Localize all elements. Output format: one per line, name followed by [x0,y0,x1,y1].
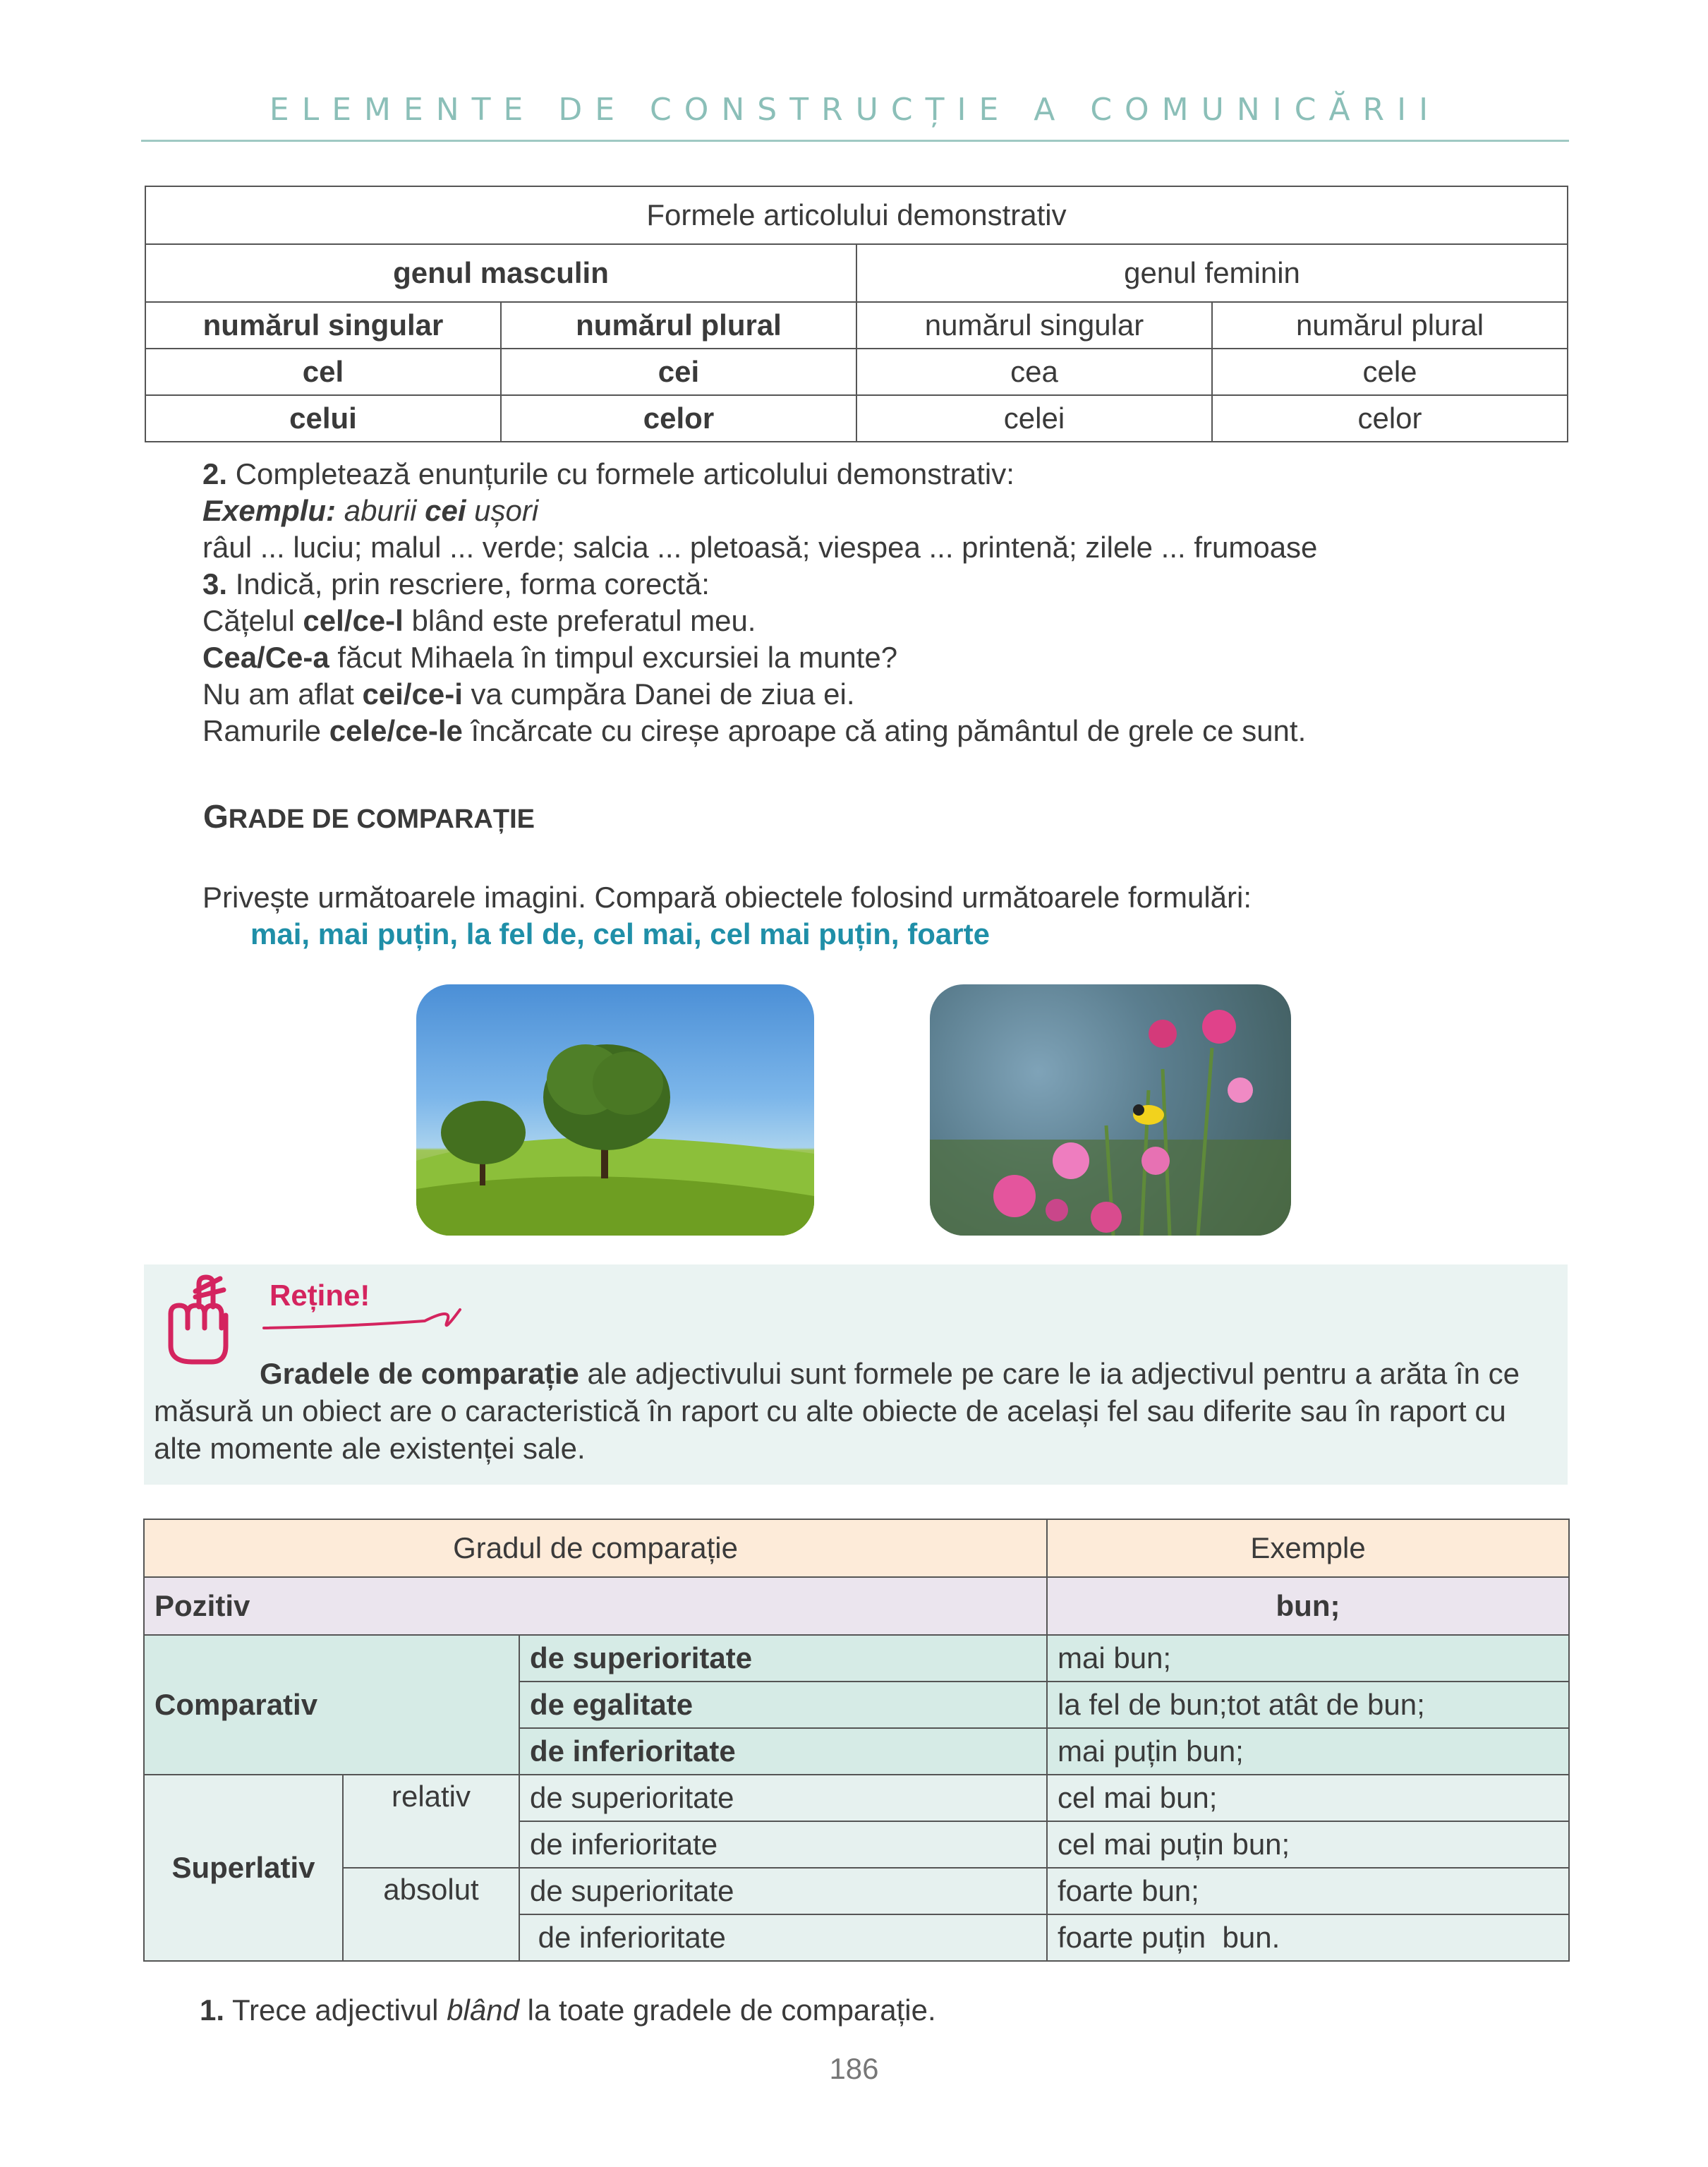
header-masc-plural: numărul plural [501,302,856,349]
section-intro: Privește următoarele imagini. Compară obiectele folosind următoarele formulări: [202,881,1252,914]
table-row [145,349,1568,395]
comparativ-label: Comparativ [144,1635,519,1775]
table-row [145,395,1568,442]
relativ-label: relativ [343,1775,519,1868]
sup-type: de superioritate [519,1868,1047,1914]
sup-type: de inferioritate [519,1821,1047,1868]
text: blând este preferatul meu. [403,604,756,637]
choice: Cea/Ce-a [202,641,329,674]
sup-example: foarte bun; [1047,1868,1569,1914]
text: Cățelul [202,604,303,637]
section-title [203,797,535,835]
choice: cel/ce-l [303,604,404,637]
sup-type: de superioritate [519,1775,1047,1821]
choice: cei/ce-i [362,677,463,711]
comp-example: mai bun; [1047,1635,1569,1682]
header-feminine: genul feminin [856,244,1568,302]
exercise-number: 1. [200,1993,225,2027]
exercise-3-line [202,641,897,675]
comp-type: de superioritate [519,1635,1047,1682]
exercise-number: 2. [202,457,228,490]
text: la toate gradele de comparație. [519,1993,936,2027]
running-header: ELEMENTE DE CONSTRUCȚIE A COMUNICĂRII [269,92,1441,128]
sup-type: de inferioritate [519,1914,1047,1961]
header-examples: Exemple [1047,1519,1569,1577]
squiggle-underline-icon [262,1300,467,1335]
exercise-1 [200,1993,936,2027]
comp-type: de egalitate [519,1682,1047,1728]
sup-example: foarte puțin bun. [1047,1914,1569,1961]
cell: celor [501,395,856,442]
retine-definition [154,1355,1558,1467]
title-initial: G [203,798,229,835]
header-fem-plural: numărul plural [1212,302,1568,349]
exercise-3-instruction [202,567,710,601]
title-rest: RADE DE COMPARAȚIE [228,804,535,834]
pozitiv-label: Pozitiv [144,1577,1047,1635]
example-label: Exemplu: [202,494,337,527]
cell: cele [1212,349,1568,395]
pozitiv-example: bun; [1047,1577,1569,1635]
header-rule [141,140,1569,142]
cell: celor [1212,395,1568,442]
retine-label: Reține! [269,1279,370,1312]
cell: celei [856,395,1212,442]
cell: cea [856,349,1212,395]
table-title: Formele articolului demonstrativ [145,186,1568,244]
definition-text: ale adjectivului sunt formele pe care le ia adjectivul pentru a arăta în ce măsură un obiect are o caracteristică în raport cu alte obiecte de același fel sau diferite sau în raport cu alte momente ale existenței sale. [154,1357,1520,1465]
cell: cel [145,349,501,395]
sup-example: cel mai puțin bun; [1047,1821,1569,1868]
exercise-3-line [202,604,756,638]
definition-term: Gradele de comparație [260,1357,579,1390]
header-fem-singular: numărul singular [856,302,1212,349]
exercise-2-items: râul ... luciu; malul ... verde; salcia ... pletoasă; viespea ... printenă; zilele ... frumoase [202,531,1318,564]
exercise-number: 3. [202,567,228,600]
comp-example: mai puțin bun; [1047,1728,1569,1775]
comp-example: la fel de bun;tot atât de bun; [1047,1682,1569,1728]
example-bold: cei [425,494,466,527]
page-number: 186 [829,2052,879,2085]
example-post: ușori [466,494,539,527]
exercise-3-line [202,714,1306,748]
instruction-text: Completează enunțurile cu formele articolului demonstrativ: [227,457,1014,490]
hand-reminder-icon [157,1272,234,1367]
comp-type: de inferioritate [519,1728,1047,1775]
photo-trees-on-hill [416,984,814,1236]
example-pre: aburii [336,494,425,527]
header-masculine: genul masculin [145,244,856,302]
text: va cumpăra Danei de ziua ei. [462,677,855,711]
photo-flowers-with-bird [930,984,1291,1236]
text: Nu am aflat [202,677,363,711]
text: făcut Mihaela în timpul excursiei la munte? [329,641,898,674]
cell: celui [145,395,501,442]
italic-word: blând [447,1993,519,2027]
demonstrative-article-table [145,186,1568,442]
sup-example: cel mai bun; [1047,1775,1569,1821]
comparison-words: mai, mai puțin, la fel de, cel mai, cel mai puțin, foarte [250,917,990,950]
exercise-2-instruction [202,457,1014,491]
choice: cele/ce-le [329,714,463,747]
text: încărcate cu cireșe aproape că ating pământul de grele ce sunt. [462,714,1307,747]
cell: cei [501,349,856,395]
superlativ-label: Superlativ [144,1775,343,1961]
comparison-degrees-table [143,1519,1570,1962]
instruction-text: Indică, prin rescriere, forma corectă: [227,567,710,600]
header-masc-singular: numărul singular [145,302,501,349]
exercise-2-example [202,494,538,528]
exercise-3-line [202,677,855,711]
absolut-label: absolut [343,1868,519,1961]
header-grade: Gradul de comparație [144,1519,1047,1577]
text: Trece adjectivul [224,1993,447,2027]
text: Ramurile [202,714,329,747]
